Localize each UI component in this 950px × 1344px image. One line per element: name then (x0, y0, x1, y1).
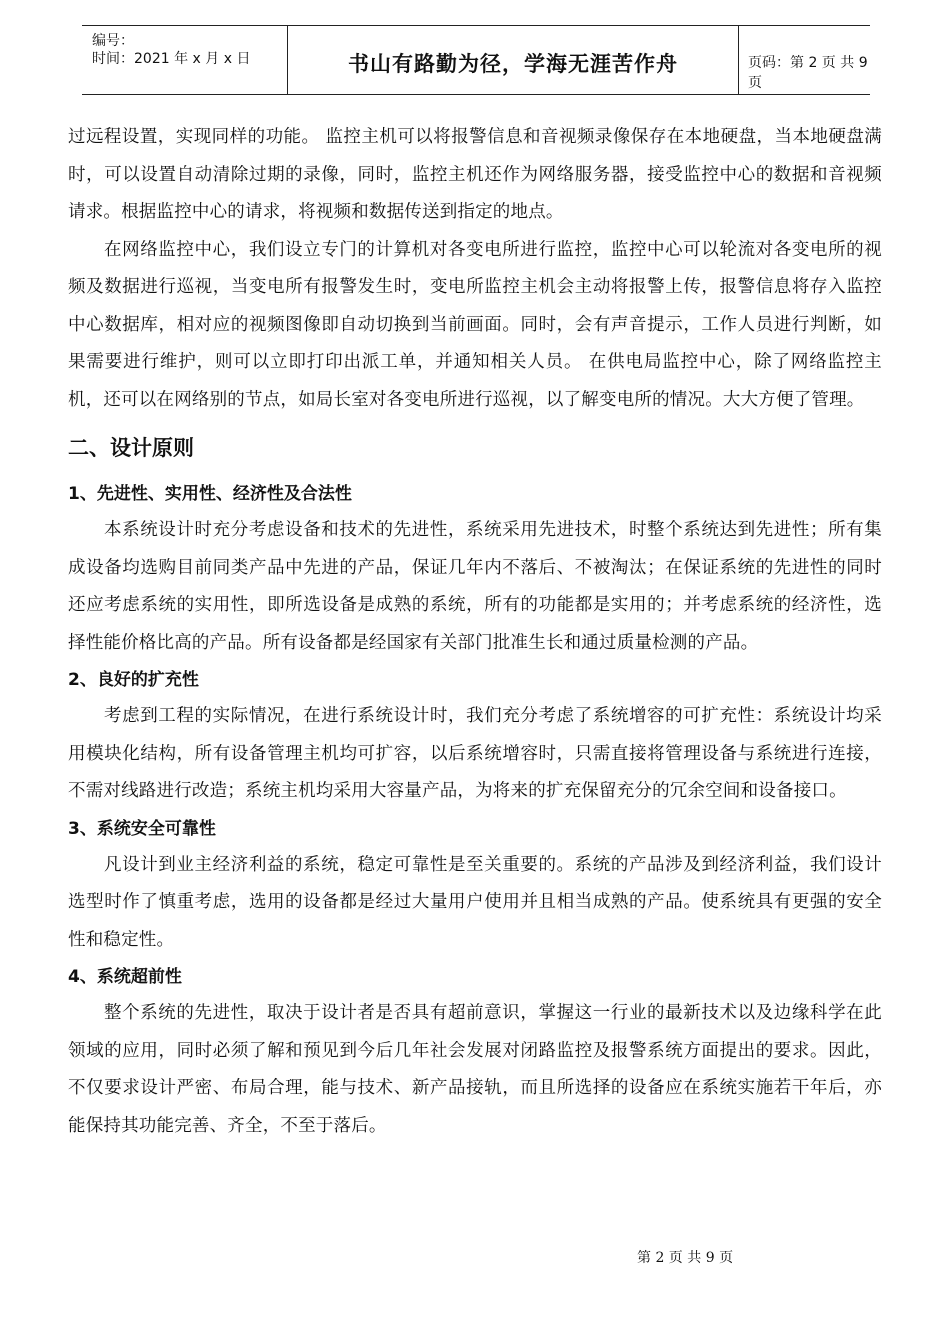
subsection-heading-2: 2、良好的扩充性 (68, 670, 199, 690)
subsection-text-4: 整个系统的先进性，取决于设计者是否具有超前意识，掌握这一行业的最新技术以及边缘科学在此领域的应用，同时必须了解和预见到今后几年社会发展对闭路监控及报警系统方面提出的要求。因此，不仅要求设计严密、布局合理，能与技术、新产品接轨，而且所选择的设备应在系统实施若干年后，亦能保持其功能完善、齐全，不至于落后。 (68, 1003, 882, 1136)
header-page-cell (738, 26, 870, 94)
paragraph-continued: 过远程设置，实现同样的功能。 监控主机可以将报警信息和音视频录像保存在本地硬盘，当本地硬盘满时，可以设置自动清除过期的录像，同时，监控主机还作为网络服务器，接受监控中心的数据和音视频请求。根据监控中心的请求，将视频和数据传送到指定的地点。 (68, 127, 882, 222)
subsection-heading-1: 1、先进性、实用性、经济性及合法性 (68, 484, 352, 504)
document-time-label: 时间：2021 年 x 月 x 日 (92, 51, 251, 67)
subsection-heading-4: 4、系统超前性 (68, 967, 182, 987)
header-motto-cell (287, 26, 739, 94)
page-header (82, 25, 870, 95)
paragraph-monitoring-center: 在网络监控中心，我们设立专门的计算机对各变电所进行监控，监控中心可以轮流对各变电所的视频及数据进行巡视，当变电所有报警发生时，变电所监控主机会主动将报警上传，报警信息将存入监控中心数据库，相对应的视频图像即自动切换到当前画面。同时，会有声音提示，工作人员进行判断，如果需要进行维护，则可以立即打印出派工单，并通知相关人员。 在供电局监控中心，除了网络监控主机，还可以在网络别的节点，如局长室对各变电所进行巡视，以了解变电所的情况。大大方便了管理。 (68, 239, 882, 410)
header-page-number: 页码：第 2 页 共 9 页 (748, 55, 868, 91)
subsection-text-2: 考虑到工程的实际情况，在进行系统设计时，我们充分考虑了系统增容的可扩充性：系统设计均采用模块化结构，所有设备管理主机均可扩容，以后系统增容时，只需直接将管理设备与系统进行连接，不需对线路进行改造；系统主机均采用大容量产品，为将来的扩充保留充分的冗余空间和设备接口。 (68, 706, 882, 801)
subsection-text-3: 凡设计到业主经济利益的系统，稳定可靠性是至关重要的。系统的产品涉及到经济利益，我们设计选型时作了慎重考虑，选用的设备都是经过大量用户使用并且相当成熟的产品。使系统具有更强的安全性和稳定性。 (68, 854, 882, 950)
section-title: 二、设计原则 (68, 436, 194, 460)
page-footer-number: 第 2 页 共 9 页 (637, 1250, 734, 1266)
header-meta-cell (82, 26, 287, 94)
document-body (68, 119, 882, 1145)
document-number-label: 编号： (92, 33, 134, 49)
subsection-heading-3: 3、系统安全可靠性 (68, 818, 216, 839)
subsection-text-1: 本系统设计时充分考虑设备和技术的先进性，系统采用先进技术，时整个系统达到先进性；所有集成设备均选购目前同类产品中先进的产品，保证几年内不落后、不被淘汰；在保证系统的先进性的同时还应考虑系统的实用性，即所选设备是成熟的系统，所有的功能都是实用的；并考虑系统的经济性，选择性能价格比高的产品。所有设备都是经国家有关部门批准生长和通过质量检测的产品。 (68, 520, 882, 653)
header-motto: 书山有路勤为径，学海无涯苦作舟 (348, 51, 678, 76)
